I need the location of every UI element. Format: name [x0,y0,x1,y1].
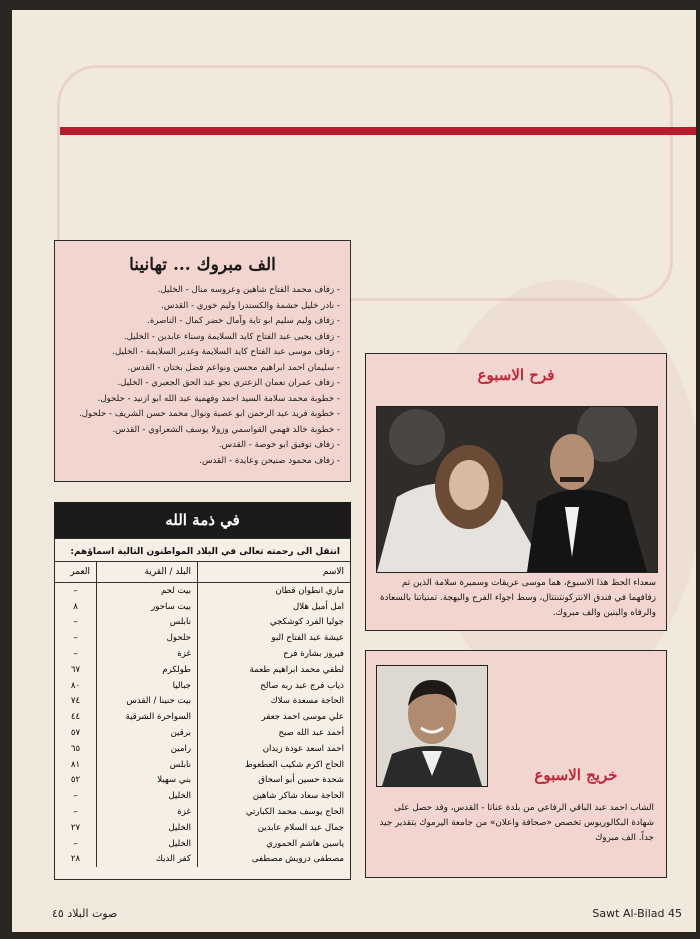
obituary-name: ياسين هاشم الحموري [266,838,344,849]
congratulation-item: - زفاف وليم سليم ابو تاية وآمال خضر كمال - الناصرة. [147,316,340,326]
obituary-town: حلحول [97,630,198,646]
obituary-age: ٤٤ [55,709,97,725]
obituary-name: ماري انطوان قطان [275,585,344,596]
obituary-row [55,678,350,694]
congratulations-list [55,283,350,469]
obituary-town: الخليل [97,836,198,852]
footer-page-label-arabic: صوت البلاد ٤٥ [52,907,118,920]
obituary-town: برقين [97,725,198,741]
congratulation-item: - زفاف توفيق ابو خوصة - القدس. [218,440,340,450]
obituary-town: الخليل [97,788,198,804]
col-age-header: العمر [55,562,97,583]
obituary-name: الحاجة مسعدة سلاك [270,696,344,707]
congratulation-item: - زفاف موسى عبد الفتاح كايد السلايمة وغدير السلايمة - الخليل. [112,347,340,357]
obituary-age: ٧٤ [55,694,97,710]
obituaries-intro: انتقل الى رحمته تعالى في البلاد المواطنون التالية اسماؤهم: [70,547,340,557]
congratulation-item: - زفاف محمد الفتاح شاهين وعروسه منال - الخليل. [157,285,340,295]
graduate-caption: الشاب احمد عبد الباقي الرفاعي من بلدة عناتا - القدس، وقد حصل على شهادة البكالوريوس تخصص «صحافة واعلان» من جامعة اليرموك بتقدير جيد جداً. الف مبروك [379,803,654,843]
obituary-name: الحاج يوسف محمد الكبارتي [245,807,344,818]
obituary-town: الخليل [97,820,198,836]
obituary-name: لطفي محمد ابراهيم طعمة [249,664,344,675]
obituary-age: ٨ [55,599,97,615]
obituary-row [55,630,350,646]
obituary-name: جمال عبد السلام عابدين [257,822,344,833]
obituary-row [55,852,350,868]
obituary-row [55,804,350,820]
obituary-row [55,583,350,599]
obituary-town: كفر الديك [97,852,198,868]
obituaries-box [54,538,351,880]
obituary-row [55,709,350,725]
obituary-town: غزة [97,646,198,662]
obituary-age: ٢٨ [55,852,97,868]
red-divider-bar [60,127,696,135]
obituaries-rows [55,583,350,868]
obituary-name: ذياب فرج عبد ربه صالح [260,680,344,691]
obituary-name: أحمد عبد الله صبح [278,728,344,739]
obituaries-title: في ذمة الله [54,502,351,538]
congratulation-item: - زفاف يحيى عبد الفتاح كايد السلايمة وسناء عابدين - الخليل. [123,331,340,342]
obituary-age: ٥٢ [55,773,97,789]
congratulation-item: - خطوبة محمد سلامة السيد احمد وفهمية عبد الله ابو ازنيد - حلحول. [97,393,340,404]
obituary-row [55,773,350,789]
obituary-age: ٥٧ [55,725,97,741]
obituary-town: بيت لحم [97,583,198,599]
obituary-row [55,741,350,757]
obituary-name: فيروز بشارة فرح [283,649,344,660]
obituary-row [55,694,350,710]
obituary-town: بني سهيلا [97,773,198,789]
obituary-age: – [55,630,97,646]
congratulation-item: - زفاف محمود صنيحن وعايدة - القدس. [199,455,340,466]
footer-page-label-english: Sawt Al-Bilad 45 [592,907,682,920]
congratulations-box [54,240,351,482]
obituary-town: نابلس [97,757,198,773]
obituary-town: بيت ساحور [97,599,198,615]
obituary-age: – [55,646,97,662]
obituary-name: شحدة حسين أبو اسحاق [258,775,344,786]
wedding-caption: سعداء الحظ هذا الاسبوع، هما موسى عريقات وسميرة سلامة الذين تم زفافهما في فندق الانتركونتننتال، وسط اجواء الفرح والبهجة. تمنياتنا بالسعادة والرفاه والبنين والف مبروك. [379,578,656,618]
obituary-age: – [55,836,97,852]
obituary-row [55,836,350,852]
obituary-age: ٢٧ [55,820,97,836]
graduate-photo [376,665,488,787]
magazine-page [12,10,696,932]
obituary-name: علي موسى احمد جعفر [261,712,344,723]
obituary-name: مصطفى درويش مصطفى [251,854,344,865]
obituary-town: رامين [97,741,198,757]
obituary-row [55,788,350,804]
obituary-age: ٨٠ [55,678,97,694]
obituary-row [55,725,350,741]
obituary-town: جباليا [97,678,198,694]
obituary-town: بيت حنينا / القدس [97,694,198,710]
congratulation-item: - خطوبة خالد فهمي القواسمي وزولا يوسف الشعراوي - القدس. [112,424,340,435]
wedding-photo [376,406,658,573]
obituary-age: – [55,804,97,820]
obituary-town: نابلس [97,615,198,631]
obituaries-table [55,561,350,867]
obituary-row [55,615,350,631]
congratulations-title: الف مبروك ... تهانينا [129,255,276,275]
obituary-row [55,599,350,615]
obituary-age: ٦٧ [55,662,97,678]
obituary-name: الحاجة سعاد شاكر شاهين [252,791,344,802]
graduate-of-week-box [365,650,667,878]
obituary-row [55,820,350,836]
obituary-row [55,662,350,678]
obituary-name: احمد اسعد عودة زيدان [262,743,344,754]
obituary-town: السواحرة الشرقية [97,709,198,725]
obituary-row [55,646,350,662]
congratulation-item: - نادر خليل حشمة والكسندرا وليم خوري - القدس. [161,300,340,311]
obituary-age: – [55,788,97,804]
wedding-of-week-box [365,353,667,631]
graduate-title: خريج الاسبوع [534,766,618,784]
obituary-age: ٨١ [55,757,97,773]
wedding-title: فرح الاسبوع [477,366,555,384]
obituary-age: – [55,615,97,631]
obituary-name: عيشة عبد الفتاح البو [271,633,344,644]
obituary-age: ٦٥ [55,741,97,757]
obituary-name: امل أميل هلال [293,601,344,612]
obituary-row [55,757,350,773]
congratulation-item: - خطوبة فريد عبد الرحمن ابو عصبة ونوال محمد حسن الشريف - حلحول. [79,409,340,419]
obituary-name: جوليا الفرد كوشكجي [269,617,344,628]
col-town-header: البلد / القرية [97,562,198,583]
obituary-name: الحاج اكرم شكيب العطعوط [244,759,344,770]
congratulation-item: - سليمان احمد ابراهيم محسن ونواعم فضل بختان - القدس. [127,362,340,373]
obituary-age: – [55,583,97,599]
obituary-town: طولكرم [97,662,198,678]
congratulation-item: - زفاف عمران نعمان الزعتري نجو عبد الحق الجعبري - الخليل. [117,378,340,388]
col-name-header: الاسم [198,562,351,583]
obituary-town: غزة [97,804,198,820]
